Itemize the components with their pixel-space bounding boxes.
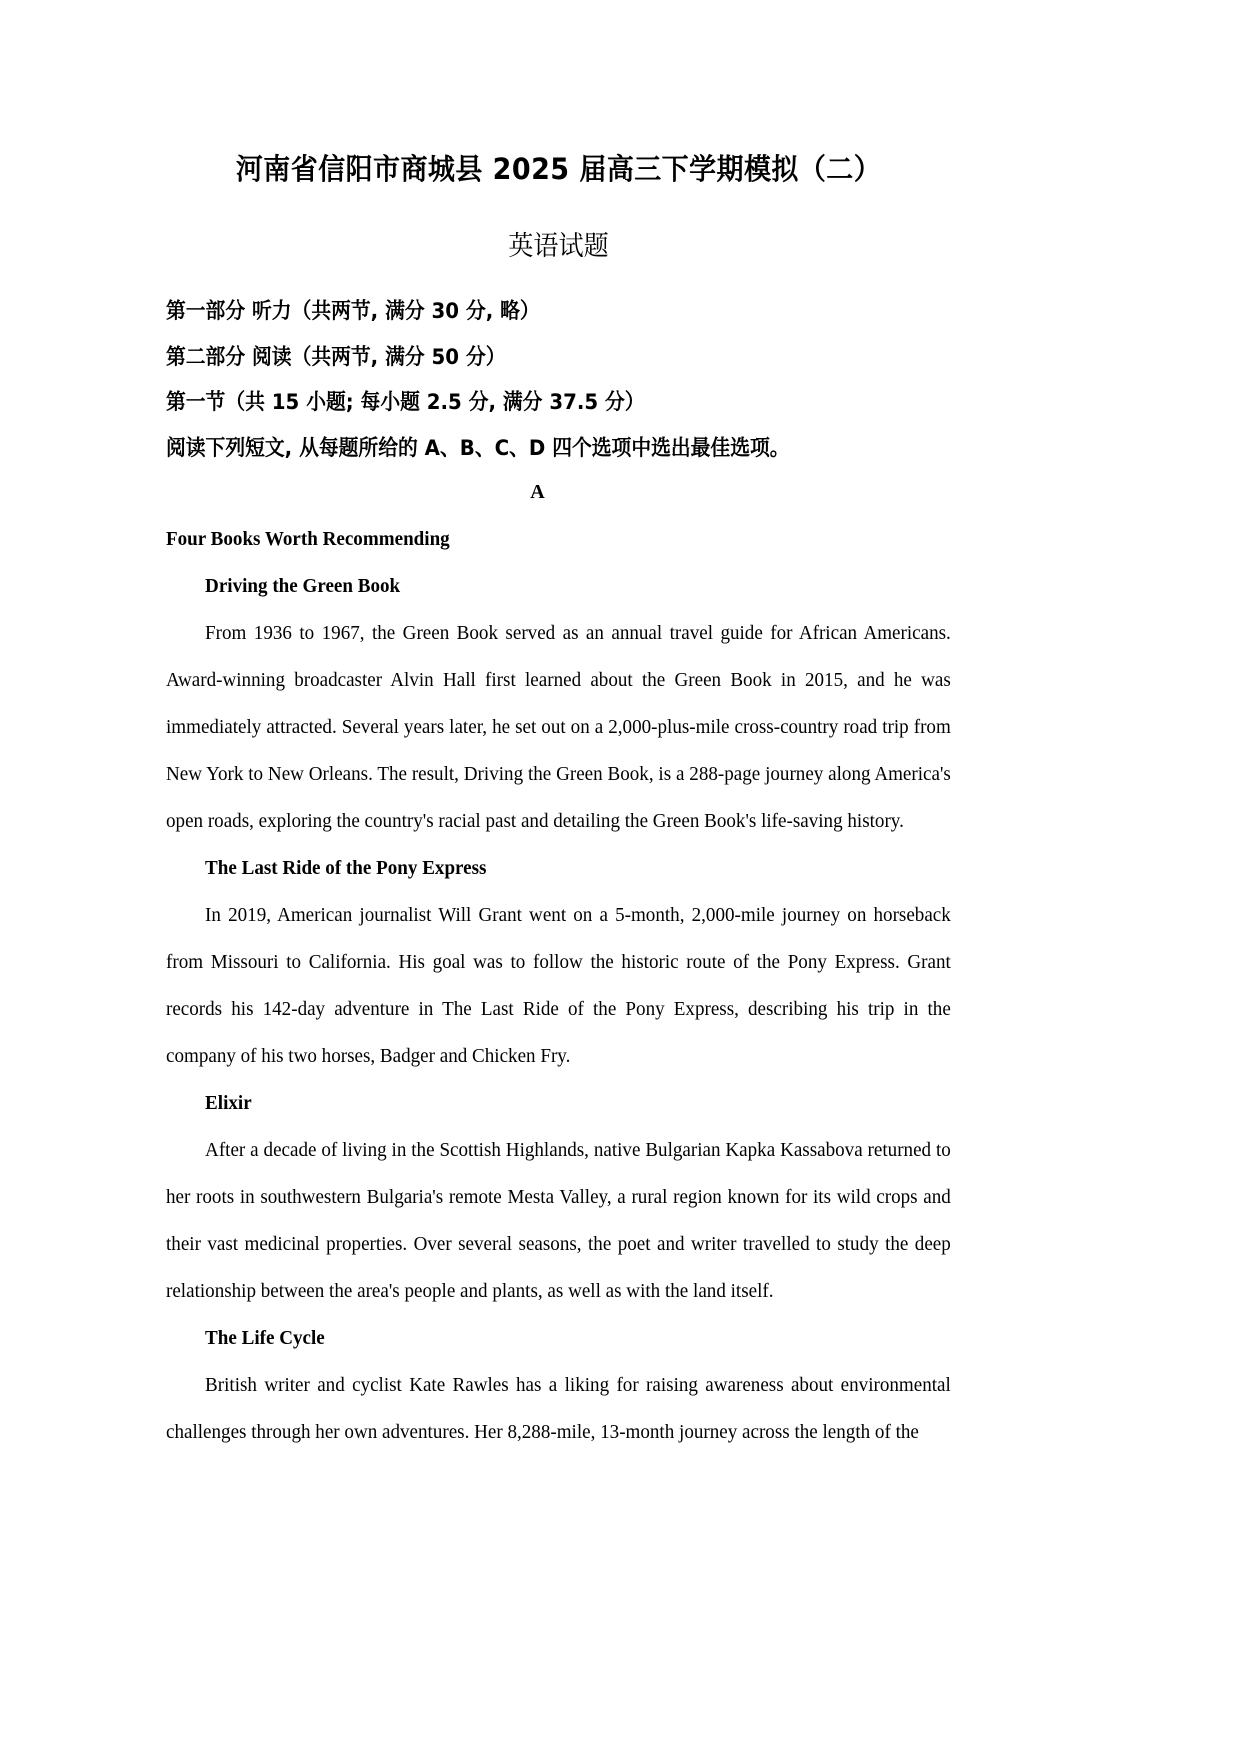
- instruction-section-one: 第一节（共 15 小题; 每小题 2.5 分, 满分 37.5 分）: [166, 390, 645, 416]
- section-body-elixir: After a decade of living in the Scottish Highlands, native Bulgarian Kapka Kassabova returned to her roots in southwestern Bulgaria's remote Mesta Valley, a rural region known for its wild crops and their vast medicinal properties. Over several seasons, the poet and writer travelled to study the deep relationship between the area's people and plants, as well as with the land itself.: [166, 1139, 951, 1303]
- section-body-driving-the-green-book: From 1936 to 1967, the Green Book served as an annual travel guide for African Americans. Award-winning broadcaster Alvin Hall first learned about the Green Book in 2015, and he was immediately attracted. Several years later, he set out on a 2,000-plus-mile cross-country road trip from New York to New Orleans. The result, Driving the Green Book, is a 288-page journey along America's open roads, exploring the country's racial past and detailing the Green Book's life-saving history.: [166, 622, 951, 833]
- document-content: [166, 0, 951, 1456]
- instruction-part-two: 第二部分 阅读（共两节, 满分 50 分）: [166, 344, 506, 370]
- section-heading-the-last-ride-of-the-pony-express: The Last Ride of the Pony Express: [205, 857, 487, 880]
- passage-letter: A: [530, 481, 545, 504]
- section-heading-the-life-cycle: The Life Cycle: [205, 1327, 325, 1350]
- passage-title: Four Books Worth Recommending: [166, 528, 450, 551]
- section-heading-driving-the-green-book: Driving the Green Book: [205, 575, 401, 598]
- section-body-the-life-cycle: British writer and cyclist Kate Rawles has a liking for raising awareness about environmental challenges through her own adventures. Her 8,288-mile, 13-month journey across the length of the: [166, 1374, 951, 1444]
- instruction-part-one: 第一部分 听力（共两节, 满分 30 分, 略）: [166, 299, 540, 325]
- section-heading-elixir: Elixir: [205, 1092, 252, 1115]
- page-title: 河南省信阳市商城县 2025 届高三下学期模拟（二）: [235, 152, 882, 186]
- page-subtitle: 英语试题: [508, 230, 609, 262]
- section-body-the-last-ride-of-the-pony-express: In 2019, American journalist Will Grant went on a 5-month, 2,000-mile journey on horseback from Missouri to California. His goal was to follow the historic route of the Pony Express. Grant records his 142-day adventure in The Last Ride of the Pony Express, describing his trip in the company of his two horses, Badger and Chicken Fry.: [166, 904, 951, 1068]
- instruction-reading-directions: 阅读下列短文, 从每题所给的 A、B、C、D 四个选项中选出最佳选项。: [166, 435, 790, 461]
